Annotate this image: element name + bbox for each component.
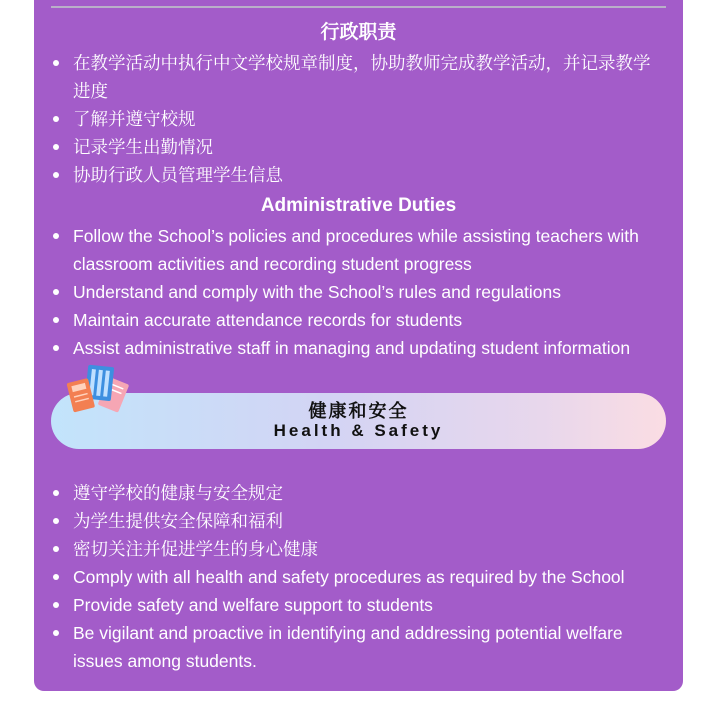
list-item: 密切关注并促进学生的身心健康 — [34, 535, 664, 563]
list-item: 为学生提供安全保障和福利 — [34, 507, 664, 535]
list-item: 协助行政人员管理学生信息 — [34, 161, 664, 189]
section-divider — [51, 6, 666, 8]
list-item: Assist administrative staff in managing and updating student information — [34, 334, 664, 362]
admin-list-zh — [34, 49, 664, 189]
books-icon — [52, 362, 132, 414]
health-safety-list — [34, 479, 664, 675]
admin-heading-zh: 行政职责 — [320, 22, 397, 43]
banner-title-zh: 健康和安全 — [308, 401, 409, 421]
list-item: Comply with all health and safety procedures as required by the School — [34, 563, 664, 591]
health-safety-banner — [51, 393, 666, 449]
list-item: Provide safety and welfare support to students — [34, 591, 664, 619]
list-item: 记录学生出勤情况 — [34, 133, 664, 161]
list-item: Understand and comply with the School’s rules and regulations — [34, 278, 664, 306]
list-item: Maintain accurate attendance records for students — [34, 306, 664, 334]
admin-heading-en: Administrative Duties — [260, 195, 457, 216]
duties-card — [34, 0, 683, 691]
list-item: Follow the School’s policies and procedures while assisting teachers with classroom activities and recording student progress — [34, 222, 664, 278]
admin-list-en — [34, 222, 664, 362]
list-item: 了解并遵守校规 — [34, 105, 664, 133]
banner-title-en: Health & Safety — [273, 421, 444, 440]
list-item: 在教学活动中执行中文学校规章制度，协助教师完成教学活动，并记录教学进度 — [34, 49, 664, 105]
list-item: 遵守学校的健康与安全规定 — [34, 479, 664, 507]
list-item: Be vigilant and proactive in identifying and addressing potential welfare issues among students. — [34, 619, 664, 675]
